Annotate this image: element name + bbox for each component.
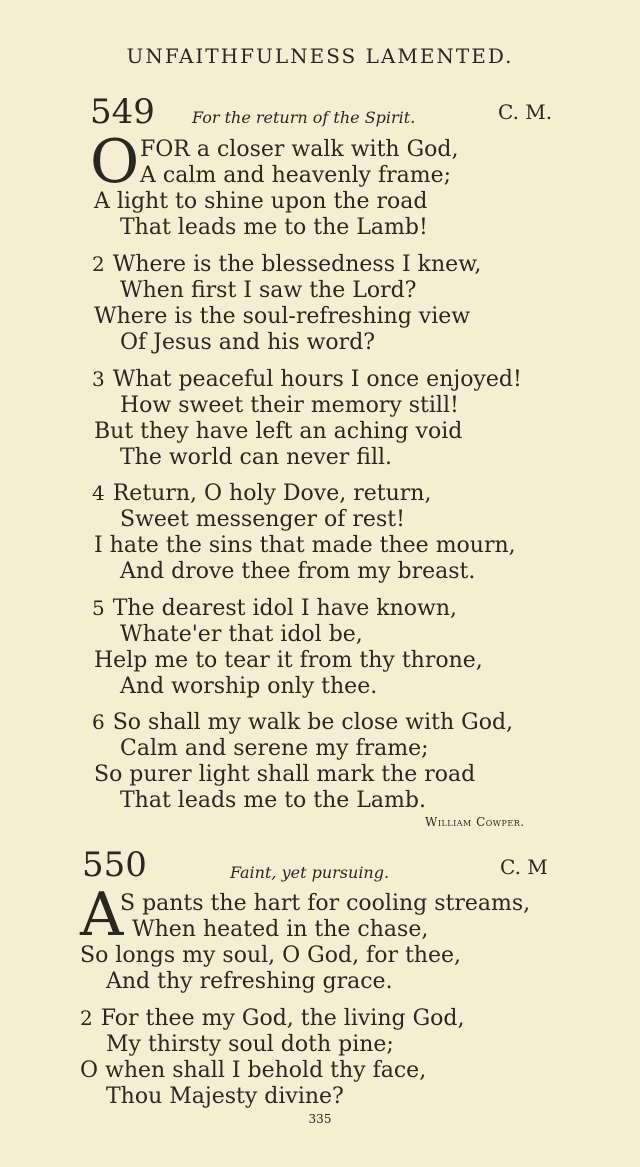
verse-line: And worship only thee. (120, 674, 378, 699)
hymn-550-heading (0, 845, 640, 885)
hymn-subtitle: Faint, yet pursuing. (230, 863, 390, 882)
stanza-number: 5 (92, 596, 105, 620)
verse-line: FOR a closer walk with God, (140, 137, 459, 162)
verse-line: S pants the hart for cooling streams, (120, 891, 531, 916)
verse-line: A calm and heavenly frame; (140, 163, 452, 188)
verse-line: When first I saw the Lord? (120, 278, 417, 303)
verse-line: 5 The dearest idol I have known, (92, 596, 458, 621)
verse-line: That leads me to the Lamb! (120, 215, 428, 240)
verse-line: Whate'er that idol be, (120, 622, 363, 647)
verse-line: So purer light shall mark the road (94, 762, 476, 787)
hymn-number: 549 (90, 92, 155, 132)
verse-line: And drove thee from my breast. (120, 559, 476, 584)
verse-line: 4 Return, O holy Dove, return, (92, 481, 432, 506)
stanza-number: 2 (80, 1006, 93, 1030)
stanza-number: 6 (92, 710, 105, 734)
verse-line: Help me to tear it from thy throne, (94, 648, 483, 673)
verse-line: That leads me to the Lamb. (120, 788, 426, 813)
verse-line: Of Jesus and his word? (120, 330, 376, 355)
verse-line: So longs my soul, O God, for thee, (80, 943, 461, 968)
hymn-subtitle: For the return of the Spirit. (192, 108, 416, 127)
verse-line: 6 So shall my walk be close with God, (92, 710, 514, 735)
verse-line: A light to shine upon the road (94, 189, 428, 214)
verse-line: 2 For thee my God, the living God, (80, 1006, 465, 1031)
verse-line: My thirsty soul doth pine; (106, 1032, 394, 1057)
hymn-549-heading (0, 92, 640, 132)
hymn-meter: C. M. (498, 100, 553, 124)
verse-line: How sweet their memory still! (120, 393, 459, 418)
stanza-number: 3 (92, 367, 105, 391)
verse-line: Thou Majesty divine? (106, 1084, 344, 1109)
verse-line: But they have left an aching void (94, 419, 463, 444)
stanza-number: 2 (92, 252, 105, 276)
hymn-meter: C. M (500, 855, 548, 879)
hymn-number: 550 (82, 845, 147, 885)
verse-line: Where is the soul-refreshing view (94, 304, 471, 329)
verse-line: Sweet messenger of rest! (120, 507, 405, 532)
verse-line: When heated in the chase, (132, 917, 429, 942)
author-credit: William Cowper. (425, 815, 525, 829)
verse-line: And thy refreshing grace. (106, 969, 393, 994)
drop-cap: O (90, 127, 140, 197)
drop-cap: A (80, 880, 124, 950)
verse-line: I hate the sins that made thee mourn, (94, 533, 516, 558)
verse-line: 2 Where is the blessedness I knew, (92, 252, 482, 277)
verse-line: The world can never fill. (120, 445, 393, 470)
page-header: UNFAITHFULNESS LAMENTED. (126, 44, 514, 68)
verse-line: O when shall I behold thy face, (80, 1058, 427, 1083)
stanza-number: 4 (92, 481, 105, 505)
verse-line: 3 What peaceful hours I once enjoyed! (92, 367, 522, 392)
page-number: 335 (308, 1112, 332, 1126)
verse-line: Calm and serene my frame; (120, 736, 429, 761)
